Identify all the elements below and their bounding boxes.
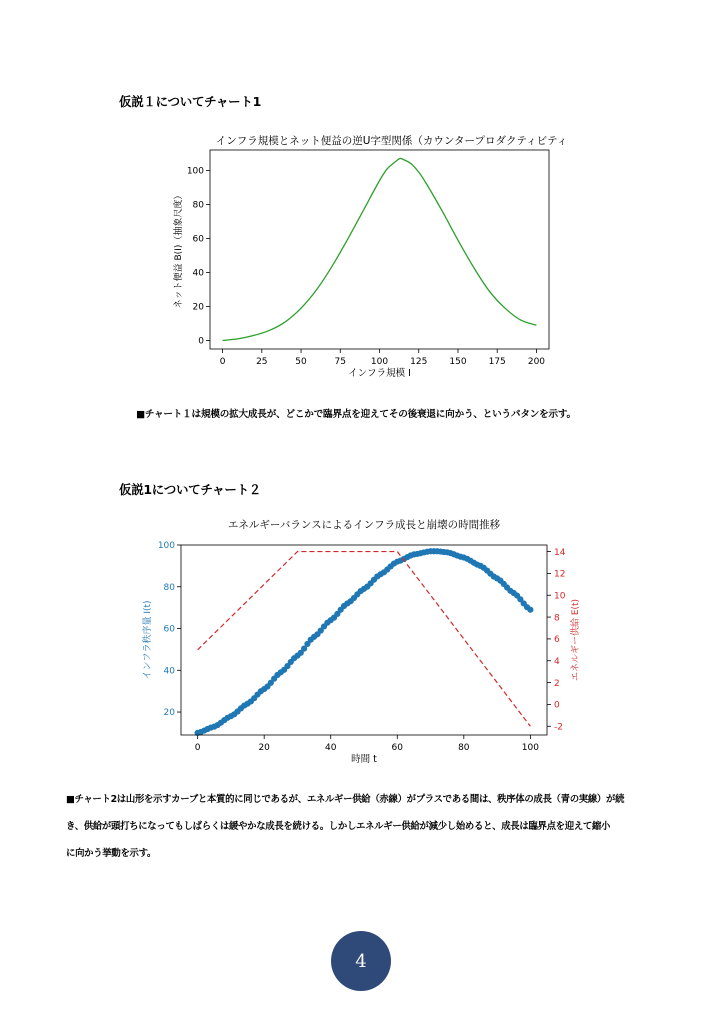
x-tick-label: 80 xyxy=(458,743,470,753)
chart-title: インフラ規模とネット便益の逆U字型関係（カウンタープロダクティビティ xyxy=(215,135,568,147)
paragraph-line: き、供給が頭打ちになってもしばらくは緩やかな成長を続ける。しかしエネルギー供給が減少し始めると、成長は臨界点を迎えて縮小 xyxy=(66,821,611,832)
y-tick-label-left: 20 xyxy=(163,708,175,719)
y-tick-label-left: 60 xyxy=(163,624,175,635)
y-axis-label-left: インフラ秩序量 I(t) xyxy=(143,600,153,680)
y-tick-label-right: 2 xyxy=(554,678,560,689)
x-tick-label: 100 xyxy=(521,743,539,753)
y-tick-label-left: 40 xyxy=(163,666,175,677)
section1-heading: 仮説１についてチャート1 xyxy=(119,94,261,109)
x-tick-label: 75 xyxy=(334,357,346,367)
page-number: 4 xyxy=(355,950,367,972)
y-tick-label: 60 xyxy=(192,234,204,245)
y-tick-label-right: 4 xyxy=(554,656,560,667)
x-tick-label: 125 xyxy=(410,357,428,367)
x-tick-label: 150 xyxy=(449,357,467,367)
section2-paragraph xyxy=(66,786,666,867)
y-tick-label-left: 80 xyxy=(163,582,175,593)
paragraph-line: に向かう挙動を示す。 xyxy=(66,848,156,859)
y-tick-label-right: 10 xyxy=(554,591,566,602)
series-line-net-benefit xyxy=(223,158,537,340)
section2-heading: 仮説1についてチャート２ xyxy=(119,482,261,497)
x-tick-label: 0 xyxy=(219,357,226,367)
chart1 xyxy=(0,0,723,400)
y-tick-label: 100 xyxy=(186,166,204,177)
y-tick-label: 80 xyxy=(192,200,204,211)
y-tick-label-right: 8 xyxy=(554,613,560,624)
data-point-infrastructure xyxy=(527,607,533,613)
x-tick-label: 60 xyxy=(391,743,403,753)
x-tick-label: 40 xyxy=(325,743,337,753)
x-tick-label: 25 xyxy=(256,357,268,367)
y-tick-label-right: 14 xyxy=(554,547,566,558)
y-tick-label-right: 12 xyxy=(554,569,566,580)
page-number-badge xyxy=(331,931,391,991)
y-tick-label-right: 6 xyxy=(554,635,560,646)
y-tick-label-right: -2 xyxy=(554,722,563,733)
series-line-energy xyxy=(198,552,531,727)
x-tick-label: 50 xyxy=(295,357,307,367)
x-axis-label: インフラ規模 I xyxy=(348,368,411,379)
y-tick-label: 0 xyxy=(198,336,204,347)
x-tick-label: 0 xyxy=(194,743,201,753)
chart2 xyxy=(0,500,723,780)
section1-caption: ■チャート１は規模の拡大成長が、どこかで臨界点を迎えてその後衰退に向かう、というパタンを示す。 xyxy=(136,409,576,420)
y-tick-label: 40 xyxy=(192,268,204,279)
y-tick-label-right: 0 xyxy=(554,700,560,711)
chart-title: エネルギーバランスによるインフラ成長と崩壊の時間推移 xyxy=(227,519,501,531)
y-axis-label-right: エネルギー供給 E(t) xyxy=(571,598,581,682)
paragraph-line: ■チャート2は山形を示すカーブと本質的に同じであるが、エネルギー供給（赤線）がプラスである間は、秩序体の成長（青の実線）が続 xyxy=(66,794,625,805)
x-tick-label: 20 xyxy=(258,743,270,753)
y-tick-label-left: 100 xyxy=(157,541,175,552)
x-tick-label: 200 xyxy=(527,357,546,367)
x-tick-label: 175 xyxy=(488,357,506,367)
y-tick-label: 20 xyxy=(192,302,204,313)
x-tick-label: 100 xyxy=(370,357,389,367)
x-axis-label: 時間 t xyxy=(351,754,377,765)
y-axis-label: ネット便益 B(I)（抽象尺度） xyxy=(174,190,184,309)
